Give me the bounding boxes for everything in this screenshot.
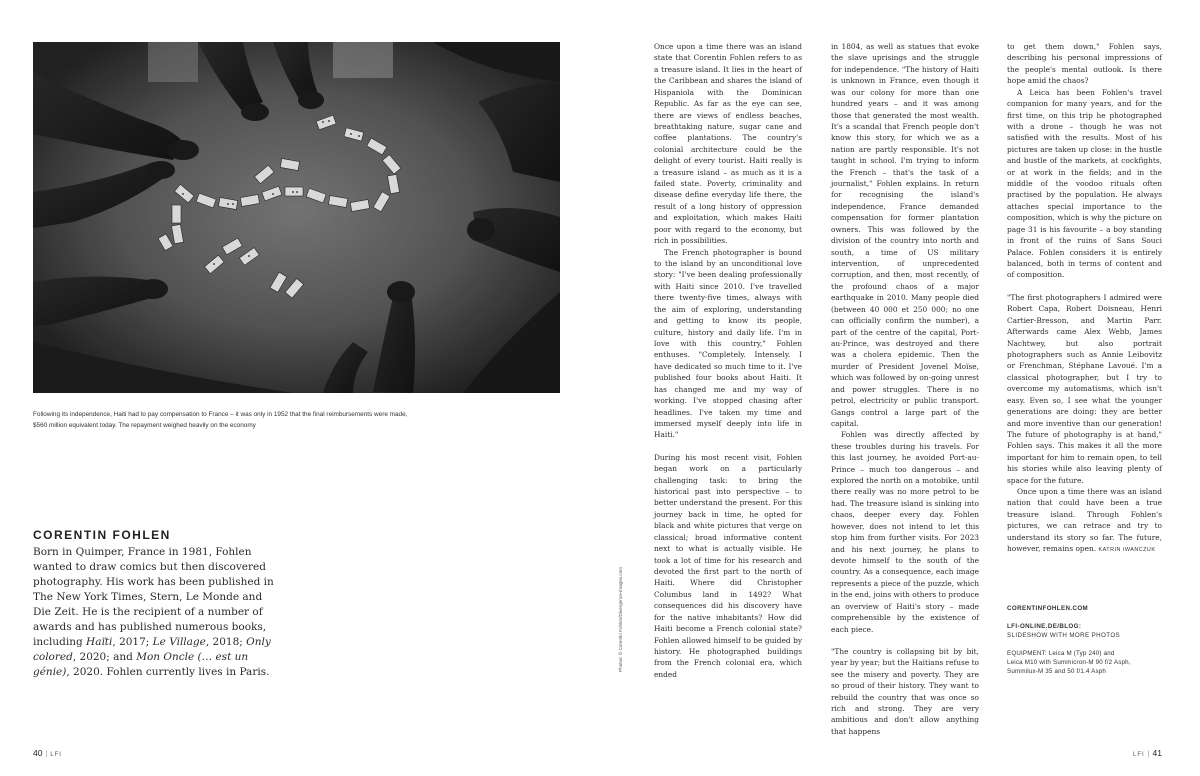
blog-description: SLIDESHOW WITH MORE PHOTOS	[1007, 632, 1121, 639]
article-paragraph: to get them down," Fohlen says, describing his personal impressions of the people's mental outlook. Is there hope amid the chaos?	[1007, 42, 1162, 86]
equipment-line: EQUIPMENT: Leica M (Typ 240) and	[1007, 650, 1115, 657]
bio-text: , 2020. Fohlen currently lives in Paris.	[66, 666, 270, 678]
article-paragraph: "The first photographers I admired were Robert Capa, Robert Doisneau, Henri Cartier-Bresson, and Martin Parr. Afterwards came Alex Webb, James Nachtwey, but also portrait photographers such as Annie Leibovitz or Frenchman, Stéphane Lavoué. I'm a classical photographer, but I try to overcome my automatisms, which isn't easy. Even so, I see what the younger generations are doing: they are better and more inventive than our generation! The future of photography is at hand," Fohlen says. This makes it all the more important for him to remain open, to tell his stories while also leaving plenty of space for the future.	[1007, 292, 1162, 485]
folio-right	[1133, 748, 1162, 758]
article-paragraph: "The country is collapsing bit by bit, year by year; but the Haitians refuse to see the misery and poverty. They are so proud of their history. They want to rebuild the country that was once so rich and strong. They are very ambitious and don't allow anything that happens	[831, 646, 979, 736]
photo-caption: Following its independence, Haiti had to pay compensation to France – it was only in 1952 that the final reimbursements were made, $560 million equivalent today. The repayment weighed heavily on the economy	[33, 411, 408, 429]
article-column-3	[1007, 41, 1162, 557]
info-box	[1007, 604, 1167, 676]
closing-text: Once upon a time there was an island nation that could have been a true treasure island. Through Fohlen's pictures, we can retrace and try to understand its story so far. The future, however, remains open.	[1007, 487, 1162, 554]
dominoes-photo-illustration	[33, 42, 560, 393]
folio-left	[33, 748, 62, 758]
article-paragraph: During his most recent visit, Fohlen began work on a particularly challenging task: to bring the historical past into perspective – to better understand the present. For this journey back in time, he opted for black and white pictures that verge on classical; broad informative content next to what is actually visible. He took a lot of time for his research and devoted the first part to the north of Haiti. Where did Christopher Columbus land in 1492? What consequences did his discovery have for the native inhabitants? How did Haiti become a French colonial state? Fohlen allowed himself to be guided by history. He photographed buildings from the French colonial era, which ended	[654, 452, 802, 679]
article-paragraph: in 1804, as well as statues that evoke the slave uprisings and the struggle for independence. "The history of Haiti is unknown in France, even though it was our colony for more than one hundred years – and it was among those that generated the most wealth. It's a scandal that French people don't know this story, for which we as a nation are partly responsible. It's not taught in school. I'm trying to inform the French – that's the task of a journalist," Fohlen explains. In return for recognising the island's independence, France demanded compensation for former plantation owners. This was followed by the division of the country into north and south, a time of US military intervention, of unprecedented corruption, and then, most recently, of the profound chaos of a major earthquake in 2010. Many people died (between 40 000 et 250 000; no one can officially confirm the number), a part of the centre of the capital, Port-au-Prince, was destroyed and there was a cholera epidemic. Then the murder of President Jovenel Moïse, which was followed by on-going unrest and power struggles. There is no petrol, electricity or public transport. Gangs control a large part of the capital.	[831, 42, 979, 428]
book-title: Le Village	[152, 636, 206, 648]
book-title: Mon Oncle (… est un génie)	[33, 651, 249, 678]
article-paragraph: The French photographer is bound to the island by an unconditional love story: "I've been dealing professionally with Haiti since 2010. I've travelled there twenty-five times, always with the aim of exploring, understanding and getting to know its people, culture, history and daily life. I'm in love with this country," Fohlen enthuses. "Completely. Intensely. I have dedicated so much time to it. I've published four books about Haiti. It has changed me and my way of working. I've stopped chasing after headlines. I've taken my time and immersed myself deeply into life in Haiti."	[654, 247, 802, 440]
book-title: Only colored	[33, 636, 271, 663]
equipment-line: Summilux-M 35 and 50 f/1.4 Asph	[1007, 668, 1107, 675]
bio-text: , 2020; and	[72, 651, 137, 663]
website-link[interactable]: CORENTINFOHLEN.COM	[1007, 605, 1089, 612]
photographer-name: CORENTIN FOHLEN	[33, 528, 171, 542]
author-byline: KATRIN IWANCZUK	[1098, 547, 1156, 554]
photographer-bio	[33, 545, 278, 680]
bio-text: , 2018;	[205, 636, 247, 648]
magazine-name: LFI	[1133, 752, 1145, 758]
blog-link[interactable]: LFI-ONLINE.DE/BLOG:	[1007, 623, 1082, 630]
article-column-1	[654, 41, 802, 680]
bio-text: , 2017;	[112, 636, 153, 648]
page-number: 40	[33, 748, 43, 758]
folio-separator: |	[45, 751, 48, 758]
article-paragraph	[1007, 486, 1162, 557]
article-paragraph: A Leica has been Fohlen's travel companion for many years, and for the first time, on this trip he photographed with a drone – though he was not satisfied with the results. Most of his pictures are taken up close: in the hustle and bustle of the markets, at cockfights, or at work in the fields; and in the middle of the voodoo rituals often practised by the population. He always attaches special importance to the composition, which is why the picture on page 31 is his favourite – a boy standing in front of the ruins of Sans Souci Palace. Fohlen considers it is entirely balanced, both in terms of content and of composition.	[1007, 87, 1162, 280]
bio-text: Born in Quimper, France in 1981, Fohlen wanted to draw comics but then discovered photography. His work has been published in The New York Times, Stern, Le Monde and Die Zeit. He is the recipient of a number of awards and has published numerous books, including	[33, 546, 274, 648]
equipment-line: Leica M10 with Summicron-M 90 f/2 Asph,	[1007, 659, 1131, 666]
folio-separator: |	[1147, 751, 1150, 758]
page-number: 41	[1152, 748, 1162, 758]
magazine-name: LFI	[50, 752, 62, 758]
photo-credit: Photos: © Corentin Fohlen/Divergence-images.com	[618, 566, 623, 672]
article-paragraph: Fohlen was directly affected by these troubles during his travels. For this last journey, he avoided Port-au-Prince – much too dangerous – and explored the north on a motobike, until there really was no more petrol to be had. The treasure island is sinking into chaos, deeper every day. Fohlen however, does not intend to let this stop him from further visits. For 2023 and his next journey, he plans to devote himself to the south of the country. As a consequence, each image represents a piece of the puzzle, which in the end, joins with others to produce an overview of Haiti's story – made comprehensible by the existence of each piece.	[831, 430, 979, 634]
book-title: Haïti	[86, 636, 113, 648]
dominoes-game-photo	[33, 42, 560, 393]
article-column-2	[831, 41, 979, 737]
article-paragraph: Once upon a time there was an island state that Corentin Fohlen refers to as a treasure island. It lies in the heart of the Caribbean and shares the island of Hispaniola with the Dominican Republic. As far as the eye can see, there are views of endless beaches, breathtaking nature, sugar cane and coffee plantations. The country's colonial architecture could be the delight of every tourist. Haiti really is a treasure island – as much as it is a failed state. Poverty, criminality and disease define everyday life there, the result of a long history of oppression and exploitation, which makes Haiti poor with regard to the economy, but rich in possibilities.	[654, 42, 802, 246]
